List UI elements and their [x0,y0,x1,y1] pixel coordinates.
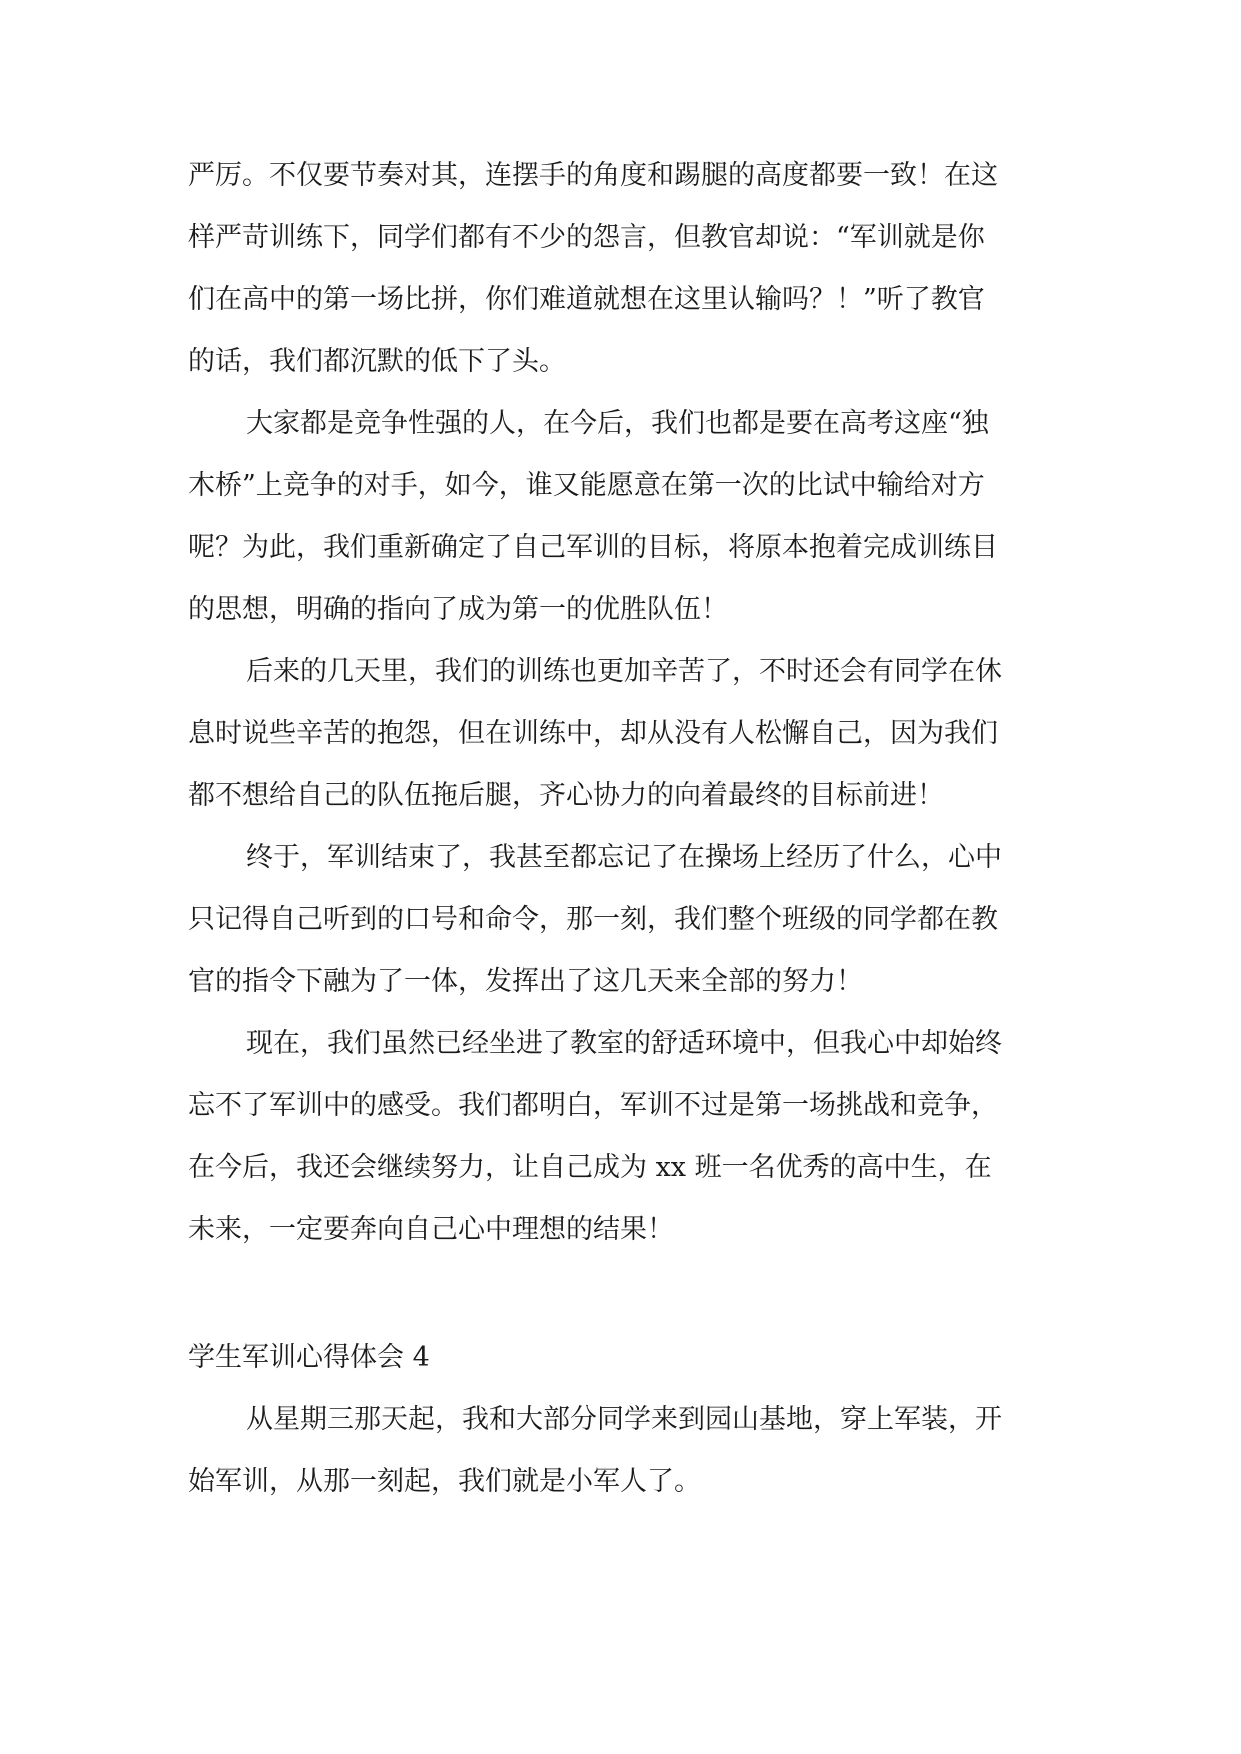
paragraph-line: 大家都是竞争性强的人，在今后，我们也都是要在高考这座“独 [246,408,989,439]
paragraph-line: 终于，军训结束了，我甚至都忘记了在操场上经历了什么，心中 [246,842,1002,873]
paragraph-line: 都不想给自己的队伍拖后腿，齐心协力的向着最终的目标前进！ [188,780,944,811]
paragraph-line: 从星期三那天起，我和大部分同学来到园山基地，穿上军装，开 [246,1404,1002,1435]
paragraph-line: 呢？为此，我们重新确定了自己军训的目标，将原本抱着完成训练目 [188,532,998,563]
paragraph-line: 的话，我们都沉默的低下了头。 [188,346,566,377]
paragraph-line: 始军训，从那一刻起，我们就是小军人了。 [188,1466,701,1497]
paragraph-line: 现在，我们虽然已经坐进了教室的舒适环境中，但我心中却始终 [246,1028,1002,1059]
paragraph-line: 官的指令下融为了一体，发挥出了这几天来全部的努力！ [188,966,863,997]
paragraph-line: 未来，一定要奔向自己心中理想的结果！ [188,1214,674,1245]
paragraph-line: 严厉。不仅要节奏对其，连摆手的角度和踢腿的高度都要一致！在这 [188,160,998,191]
paragraph-line: 木桥”上竞争的对手，如今，谁又能愿意在第一次的比试中输给对方 [188,470,985,501]
paragraph-line: 的思想，明确的指向了成为第一的优胜队伍！ [188,594,728,625]
paragraph-line: 后来的几天里，我们的训练也更加辛苦了，不时还会有同学在休 [246,656,1002,687]
paragraph-line: 们在高中的第一场比拼，你们难道就想在这里认输吗？！”听了教官 [188,284,985,315]
paragraph-line: 样严苛训练下，同学们都有不少的怨言，但教官却说：“军训就是你 [188,222,985,253]
paragraph-line: 只记得自己听到的口号和命令，那一刻，我们整个班级的同学都在教 [188,904,998,935]
paragraph-line: 在今后，我还会继续努力，让自己成为 xx 班一名优秀的高中生，在 [188,1152,992,1183]
paragraph-line: 忘不了军训中的感受。我们都明白，军训不过是第一场挑战和竞争， [188,1090,998,1121]
paragraph-line: 息时说些辛苦的抱怨，但在训练中，却从没有人松懈自己，因为我们 [188,718,998,749]
section-heading: 学生军训心得体会 4 [188,1342,430,1373]
